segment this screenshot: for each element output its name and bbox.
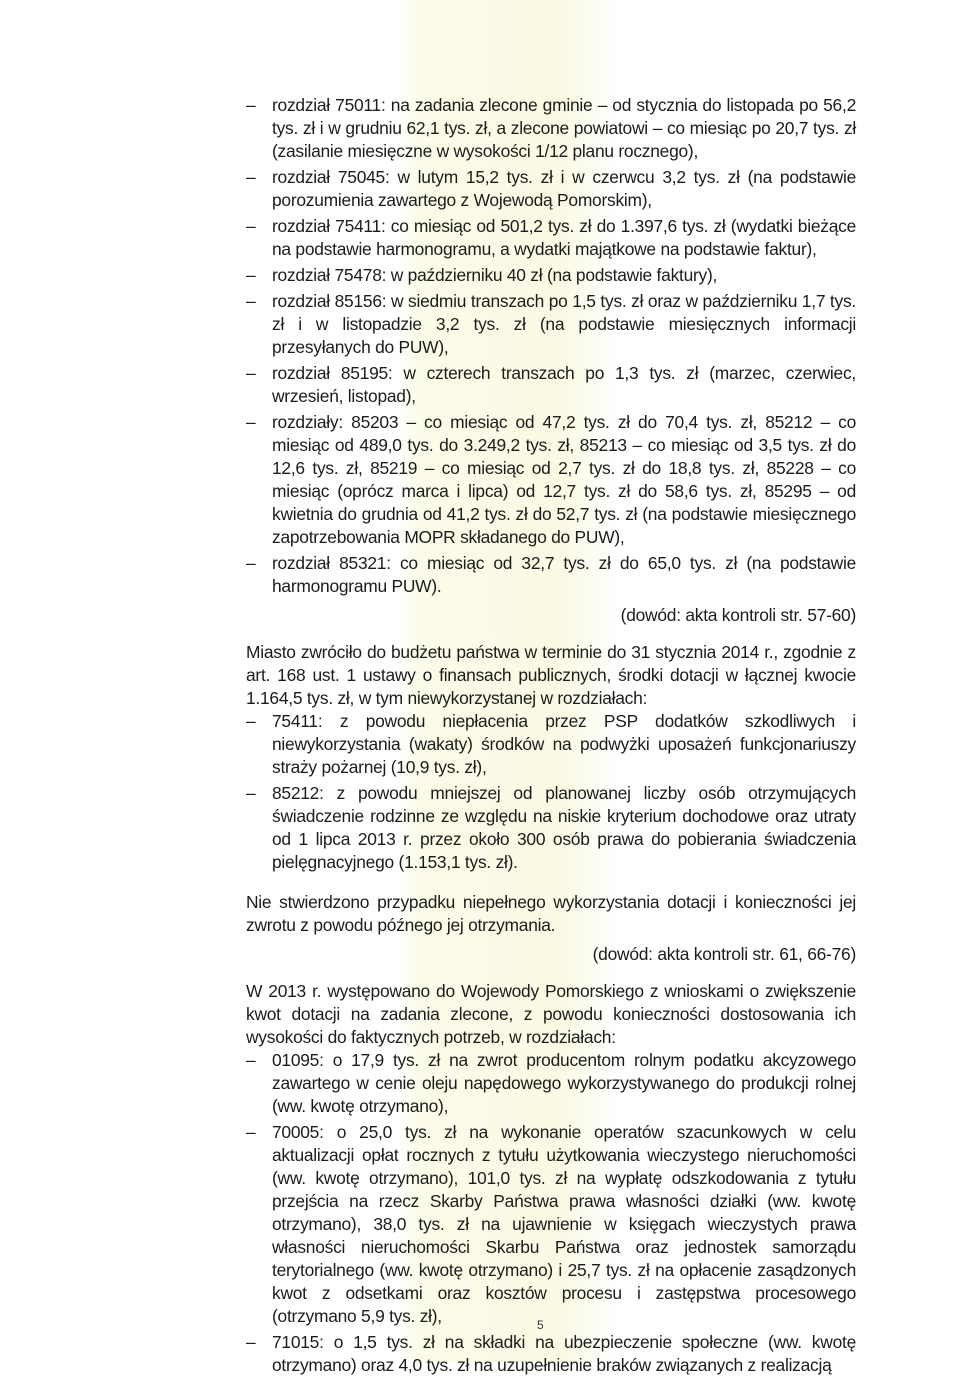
dash: – <box>246 1332 256 1352</box>
dash: – <box>246 711 256 731</box>
list-item: – 85212: z powodu mniejszej od planowanej liczby osób otrzymujących świadczenie rodzinne ze względu na niskie kryterium dochodowe oraz utraty od 1 lipca 2013 r. przez około 300 osób prawa do pobierania świadczenia pielęgnacyjnego (1.153,1 tys. zł). <box>246 783 856 872</box>
list-item: – rozdział 75478: w październiku 40 zł (na podstawie faktury), <box>246 265 718 285</box>
evidence-note: (dowód: akta kontroli str. 61, 66-76) <box>592 944 856 964</box>
dash: – <box>246 291 256 311</box>
list-wnioski <box>246 1049 856 1377</box>
list-item: – rozdział 75411: co miesiąc od 501,2 tys. zł do 1.397,6 tys. zł (wydatki bieżące na podstawie harmonogramu, a wydatki majątkowe na podstawie faktur), <box>246 216 856 259</box>
list-item: – rozdział 85195: w czterech transzach po 1,3 tys. zł (marzec, czerwiec, wrzesień, listopad), <box>246 363 856 406</box>
list-item: – 01095: o 17,9 tys. zł na zwrot producentom rolnym podatku akcyzowego zawartego w cenie oleju napędowego wykorzystywanego do produkcji rolnej (ww. kwotę otrzymano), <box>246 1050 856 1116</box>
dash: – <box>246 95 256 115</box>
dash: – <box>246 1122 256 1142</box>
list-item: – 70005: o 25,0 tys. zł na wykonanie operatów szacunkowych w celu aktualizacji opłat rocznych z tytułu użytkowania wieczystego nieruchomości (ww. kwotę otrzymano), 101,0 tys. zł na wypłatę odszkodowania z tytułu przejścia na rzecz Skarby Państwa prawa własności działki (ww. kwotę otrzymano), 38,0 tys. zł na ujawnienie w księgach wieczystych prawa własności nieruchomości Skarbu Państwa oraz jednostek samorządu terytorialnego (ww. kwotę otrzymano) i 25,7 tys. zł na opłacenie zasądzonych kwot z odsetkami oraz kosztów procesu i zastępstwa procesowego (otrzymano 5,9 tys. zł), <box>246 1122 856 1326</box>
evidence-note: (dowód: akta kontroli str. 57-60) <box>620 605 856 625</box>
dash: – <box>246 783 256 803</box>
paragraph-wnioski: W 2013 r. występowano do Wojewody Pomorskiego z wnioskami o zwiększenie kwot dotacji na zadania zlecone, z powodu konieczności dostosowania ich wysokości do faktycznych potrzeb, w rozdziałach: <box>246 981 856 1047</box>
dash: – <box>246 363 256 383</box>
list-item: – rozdział 85321: co miesiąc od 32,7 tys. zł do 65,0 tys. zł (na podstawie harmonogramu PUW). <box>246 553 856 596</box>
list-niewykorzystane <box>246 710 856 874</box>
dash: – <box>246 412 256 432</box>
dash: – <box>246 265 256 285</box>
dash: – <box>246 553 256 573</box>
paragraph-brak-zwrotu: Nie stwierdzono przypadku niepełnego wykorzystania dotacji i konieczności jej zwrotu z powodu późnego jej otrzymania. <box>246 892 856 935</box>
dash: – <box>246 1050 256 1070</box>
list-rozdzialy <box>246 94 856 598</box>
document-body <box>246 94 856 1380</box>
paragraph-zwrot: Miasto zwróciło do budżetu państwa w terminie do 31 stycznia 2014 r., zgodnie z art. 168 ust. 1 ustawy o finansach publicznych, środki dotacji w łącznej kwocie 1.164,5 tys. zł, w tym niewykorzystanej w rozdziałach: <box>246 642 856 708</box>
list-item: – 75411: z powodu niepłacenia przez PSP dodatków szkodliwych i niewykorzystania (wakaty) środków na podwyżki uposażeń funkcjonariuszy straży pożarnej (10,9 tys. zł), <box>246 711 856 777</box>
page-number: 5 <box>537 1318 544 1332</box>
list-item: – rozdział 85156: w siedmiu transzach po 1,5 tys. zł oraz w październiku 1,7 tys. zł i w listopadzie 3,2 tys. zł (na podstawie miesięcznych informacji przesyłanych do PUW), <box>246 291 856 357</box>
list-item: – rozdział 75045: w lutym 15,2 tys. zł i w czerwcu 3,2 tys. zł (na podstawie porozumienia zawartego z Wojewodą Pomorskim), <box>246 167 856 210</box>
list-item: – rozdziały: 85203 – co miesiąc od 47,2 tys. zł do 70,4 tys. zł, 85212 – co miesiąc od 489,0 tys. do 3.249,2 tys. zł, 85213 – co miesiąc od 3,5 tys. zł do 12,6 tys. zł, 85219 – co miesiąc od 2,7 tys. zł do 18,8 tys. zł, 85228 – co miesiąc (oprócz marca i lipca) od 12,7 tys. zł do 58,6 tys. zł, 85295 – od kwietnia do grudnia od 41,2 tys. zł do 52,7 tys. zł (na podstawie miesięcznego zapotrzebowania MOPR składanego do PUW), <box>246 412 856 547</box>
list-item: – rozdział 75011: na zadania zlecone gminie – od stycznia do listopada po 56,2 tys. zł i w grudniu 62,1 tys. zł, a zlecone powiatowi – co miesiąc po 20,7 tys. zł (zasilanie miesięczne w wysokości 1/12 planu rocznego), <box>246 95 856 161</box>
dash: – <box>246 167 256 187</box>
dash: – <box>246 216 256 236</box>
list-item: – 71015: o 1,5 tys. zł na składki na ubezpieczenie społeczne (ww. kwotę otrzymano) oraz 4,0 tys. zł na uzupełnienie braków związanych z realizacją <box>246 1332 856 1375</box>
